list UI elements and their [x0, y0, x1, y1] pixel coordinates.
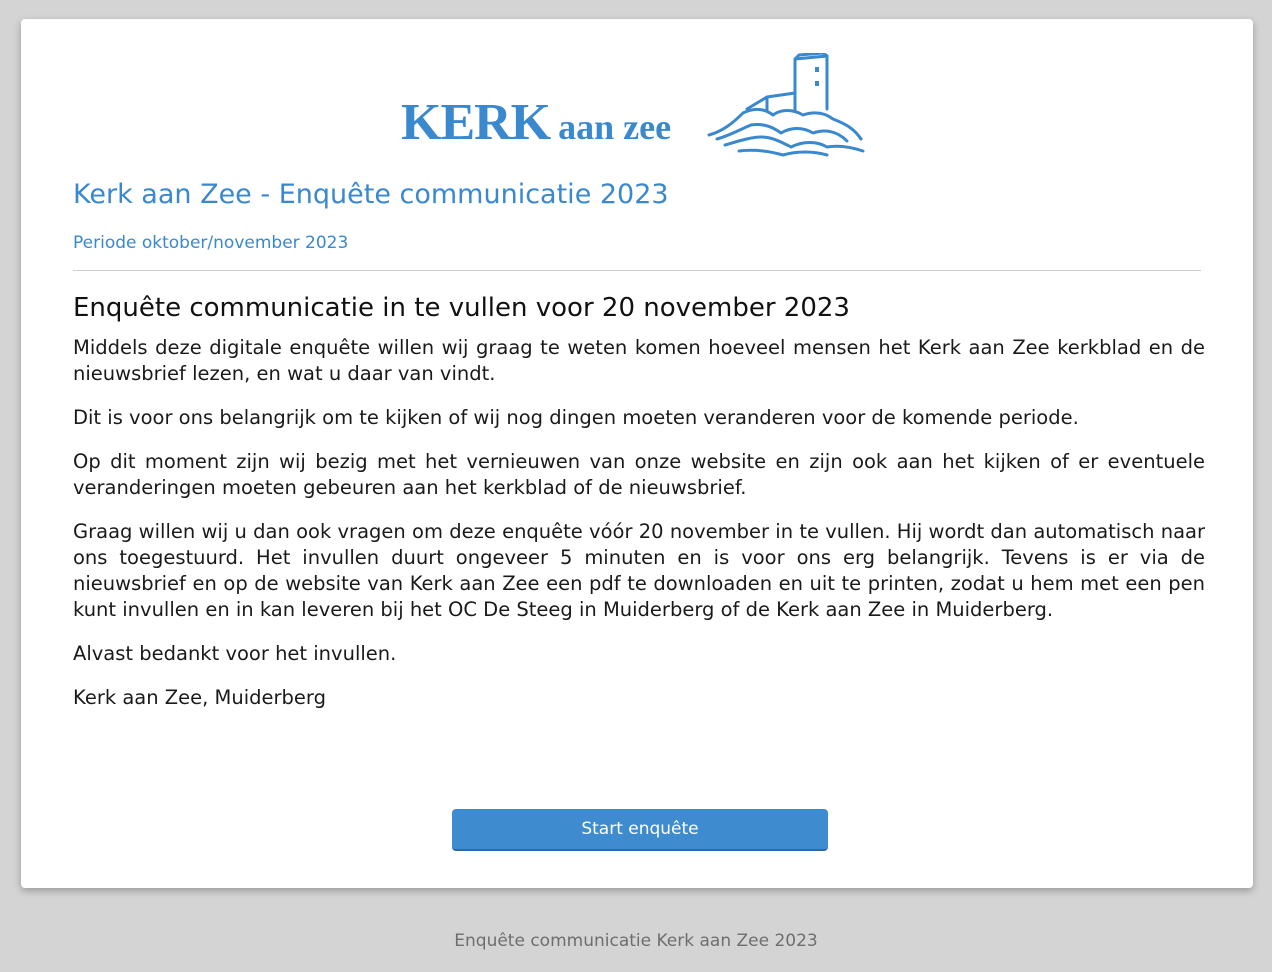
- kerk-aan-zee-logo: [401, 53, 871, 161]
- survey-card: [21, 19, 1253, 888]
- logo-wordmark: [401, 93, 671, 152]
- survey-period: Periode oktober/november 2023: [73, 233, 349, 253]
- header-divider: [73, 270, 1201, 271]
- start-survey-button[interactable]: Start enquête: [452, 809, 828, 851]
- intro-paragraph: Graag willen wij u dan ook vragen om deze enquête vóór 20 november in te vullen. Hij wordt dan automatisch naar ons toegestuurd. Het invullen duurt ongeveer 5 minuten en is voor ons erg belangrijk. Tevens is er via de nieuwsbrief en op de website van Kerk aan Zee een pdf te downloaden en uit te printen, zodat u hem met een pen kunt invullen en in kan leveren bij het OC De Steeg in Muiderberg of de Kerk aan Zee in Muiderberg.: [73, 520, 1205, 621]
- intro-paragraph: Dit is voor ons belangrijk om te kijken of wij nog dingen moeten veranderen voor de komende periode.: [73, 406, 1079, 429]
- intro-section: [73, 291, 1205, 729]
- survey-title: Kerk aan Zee - Enquête communicatie 2023: [73, 179, 669, 210]
- page-footer: Enquête communicatie Kerk aan Zee 2023: [454, 931, 818, 951]
- intro-heading: Enquête communicatie in te vullen voor 20 november 2023: [73, 293, 850, 323]
- logo-text-main: KERK: [401, 94, 551, 151]
- intro-paragraph: Middels deze digitale enquête willen wij graag te weten komen hoeveel mensen het Kerk aan Zee kerkblad en de nieuwsbrief lezen, en wat u daar van vindt.: [73, 336, 1205, 385]
- intro-paragraph: Alvast bedankt voor het invullen.: [73, 642, 397, 665]
- intro-signature: Kerk aan Zee, Muiderberg: [73, 686, 326, 709]
- logo-text-sub: aan zee: [558, 107, 672, 147]
- lighthouse-waves-icon: [703, 53, 873, 157]
- intro-paragraph: Op dit moment zijn wij bezig met het vernieuwen van onze website en zijn ook aan het kijken of er eventuele veranderingen moeten gebeuren aan het kerkblad of de nieuwsbrief.: [73, 450, 1205, 499]
